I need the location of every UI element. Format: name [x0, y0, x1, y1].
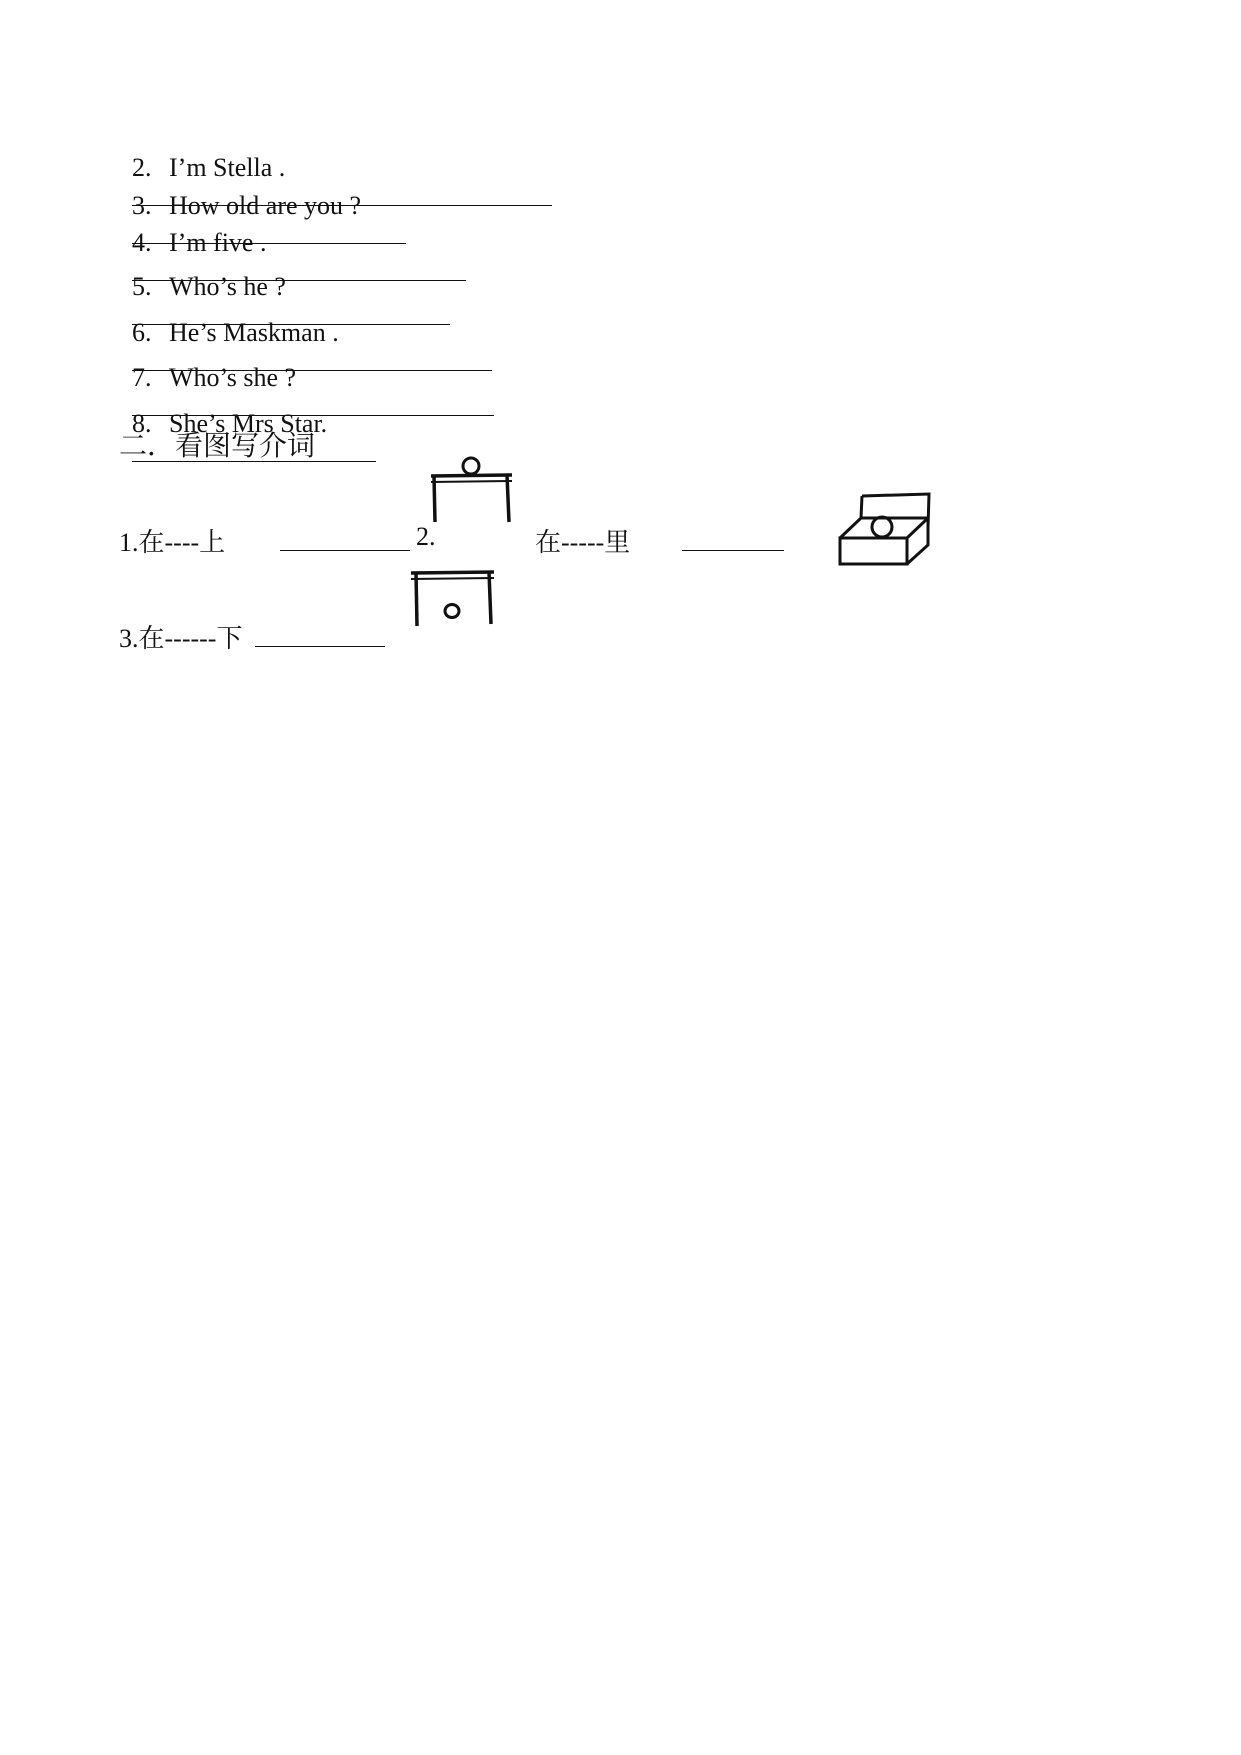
sentence-number: 5. [132, 272, 152, 301]
ball-under-desk-picture [408, 570, 498, 630]
prep-item-1-label: 1.在----上 [119, 528, 226, 557]
answer-blank-2[interactable] [682, 528, 784, 551]
sentence-text: I’m five . [169, 228, 267, 257]
sentence-text: Who’s he ? [169, 272, 286, 301]
prep-item-2-label: 在-----里 [535, 528, 631, 557]
sentence-number: 6. [132, 318, 152, 347]
answer-blank-1[interactable] [280, 528, 410, 551]
sentence-number: 2. [132, 153, 152, 182]
sentence-text: I’m Stella . [169, 153, 286, 182]
sentence-text: She’s Mrs Star. [169, 409, 328, 438]
ball-in-box-picture [836, 490, 934, 568]
sentence-text: Who’s she ? [169, 363, 297, 392]
prep-item-3-label: 3.在------下 [119, 624, 243, 653]
sentence-number: 3. [132, 191, 152, 220]
sentence-number: 8. [132, 409, 152, 438]
sentence-number: 7. [132, 363, 152, 392]
prep-item-2-number: 2. [416, 522, 436, 551]
answer-blank-3[interactable] [255, 624, 385, 647]
section-heading: 二．看图写介词 [119, 431, 316, 462]
ball-on-desk-picture [428, 456, 516, 526]
sentence-number: 4. [132, 228, 152, 257]
sentence-text: He’s Maskman . [169, 318, 339, 347]
sentence-text: How old are you ? [169, 191, 362, 220]
